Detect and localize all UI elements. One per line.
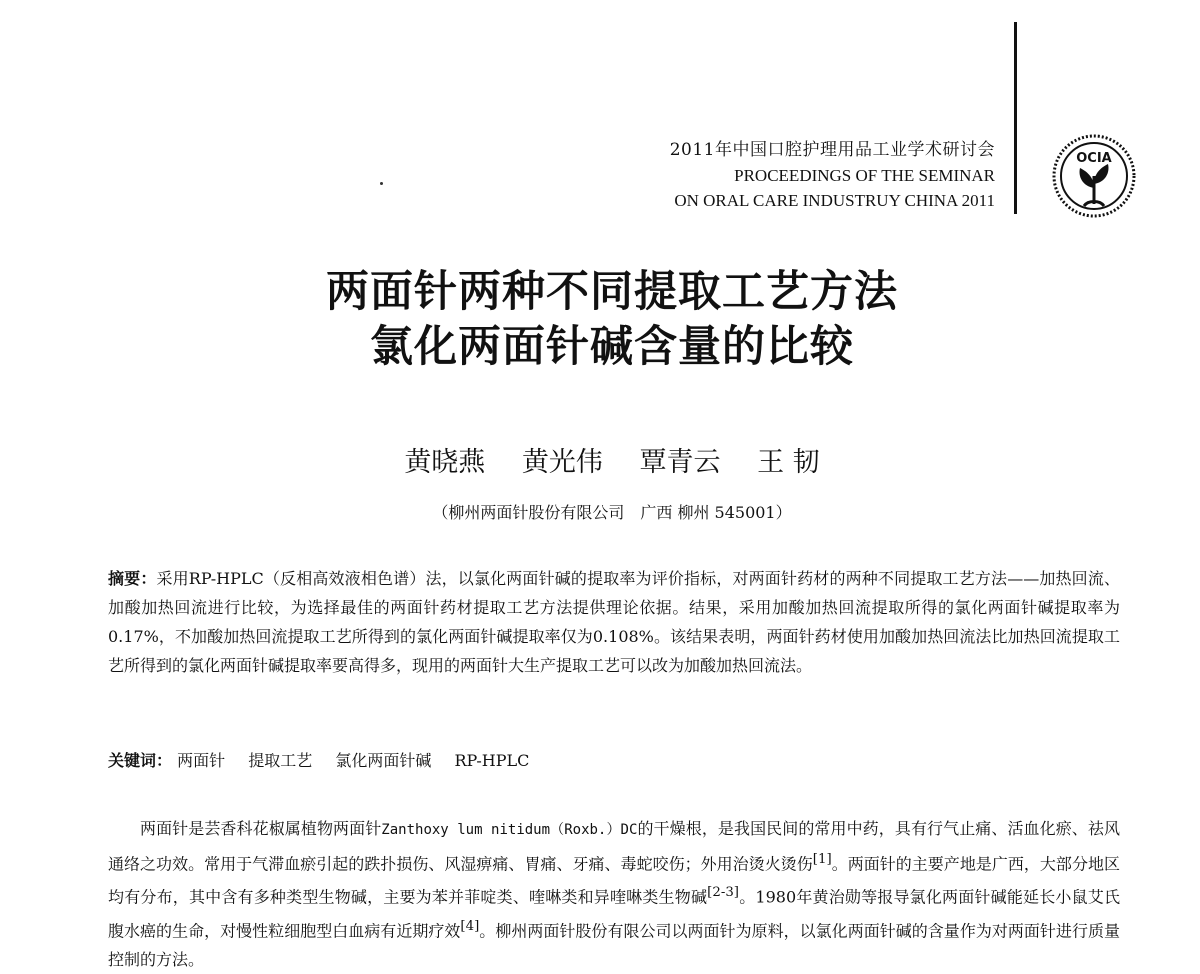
body-text: 两面针是芸香科花椒属植物两面针 [140, 819, 382, 838]
conference-title-en-1: PROCEEDINGS OF THE SEMINAR [734, 166, 995, 185]
keywords-label: 关键词： [108, 751, 173, 770]
logo-text: OCIA [1076, 151, 1112, 166]
citation: [2-3] [707, 885, 740, 901]
keyword: 两面针 [177, 751, 226, 770]
ocia-logo-icon [1050, 132, 1138, 220]
citation: [1] [812, 852, 832, 867]
conference-title-cn: 2011年中国口腔护理用品工业学术研讨会 [669, 140, 995, 160]
abstract-text: 采用RP-HPLC（反相高效液相色谱）法，以氯化两面针碱的提取率为评价指标，对两面针药材的两种不同提取工艺方法——加热回流、加酸加热回流进行比较，为选择最佳的两面针药材提取工艺方法提供理论依据。结果，采用加酸加热回流提取所得的氯化两面针碱提取率为0.17%，不加酸加热回流提取工艺所得到的氯化两面针碱提取率仅为0.108%。该结果表明，两面针药材使用加酸加热回流法比加热回流提取工艺所得到的氯化两面针碱提取率要高得多，现用的两面针大生产提取工艺可以改为加酸加热回流法。 [108, 569, 1120, 675]
citation: [4] [460, 918, 480, 934]
latin-name: Zanthoxy lum nitidum（Roxb.）DC [381, 822, 638, 838]
author-list [0, 440, 1200, 479]
affiliation: （柳州两面针股份有限公司 广西 柳州 545001） [432, 503, 792, 522]
abstract [108, 564, 1120, 680]
body-text: 。1980年黄治勋等报导氯化两面针碱能延长小鼠艾氏腹水癌的生命，对慢性粒细胞型白血病有近期疗效 [108, 887, 1120, 940]
conference-header [670, 138, 995, 213]
author: 黄晓燕 [404, 447, 486, 478]
conference-title-en-2: ON ORAL CARE INDUSTRUY CHINA 2011 [674, 191, 995, 210]
body-text: 的干燥根，是我国民间的常用中药，具有行气止痛、活血化瘀、祛风通络之功效。常用于气滞血瘀引起的跌扑损伤、风湿痹痛、胃痛、牙痛、毒蛇咬伤；外用治烫火烫伤 [108, 819, 1120, 874]
keyword: 提取工艺 [248, 751, 313, 770]
paper-title-line-1: 两面针两种不同提取工艺方法 [326, 267, 898, 317]
author: 黄光伟 [521, 447, 603, 478]
body-text: 。两面针的主要产地是广西，大部分地区均有分布，其中含有多种类型生物碱，主要为苯并菲啶类、喹啉类和异喹啉类生物碱 [108, 854, 1120, 907]
author: 覃青云 [639, 447, 721, 478]
stray-dot [380, 182, 383, 185]
keyword: 氯化两面针碱 [335, 751, 432, 770]
keywords [108, 748, 1120, 771]
author: 王 韧 [757, 447, 820, 478]
header-vertical-rule [1014, 22, 1017, 214]
body-paragraph [108, 814, 1120, 974]
abstract-label: 摘要： [108, 569, 157, 588]
keyword: RP-HPLC [454, 751, 530, 770]
paper-title-line-2: 氯化两面针碱含量的比较 [370, 322, 854, 372]
body-text: 。柳州两面针股份有限公司以两面针为原料，以氯化两面针碱的含量作为对两面针进行质量控制的方法。 [108, 920, 1120, 969]
